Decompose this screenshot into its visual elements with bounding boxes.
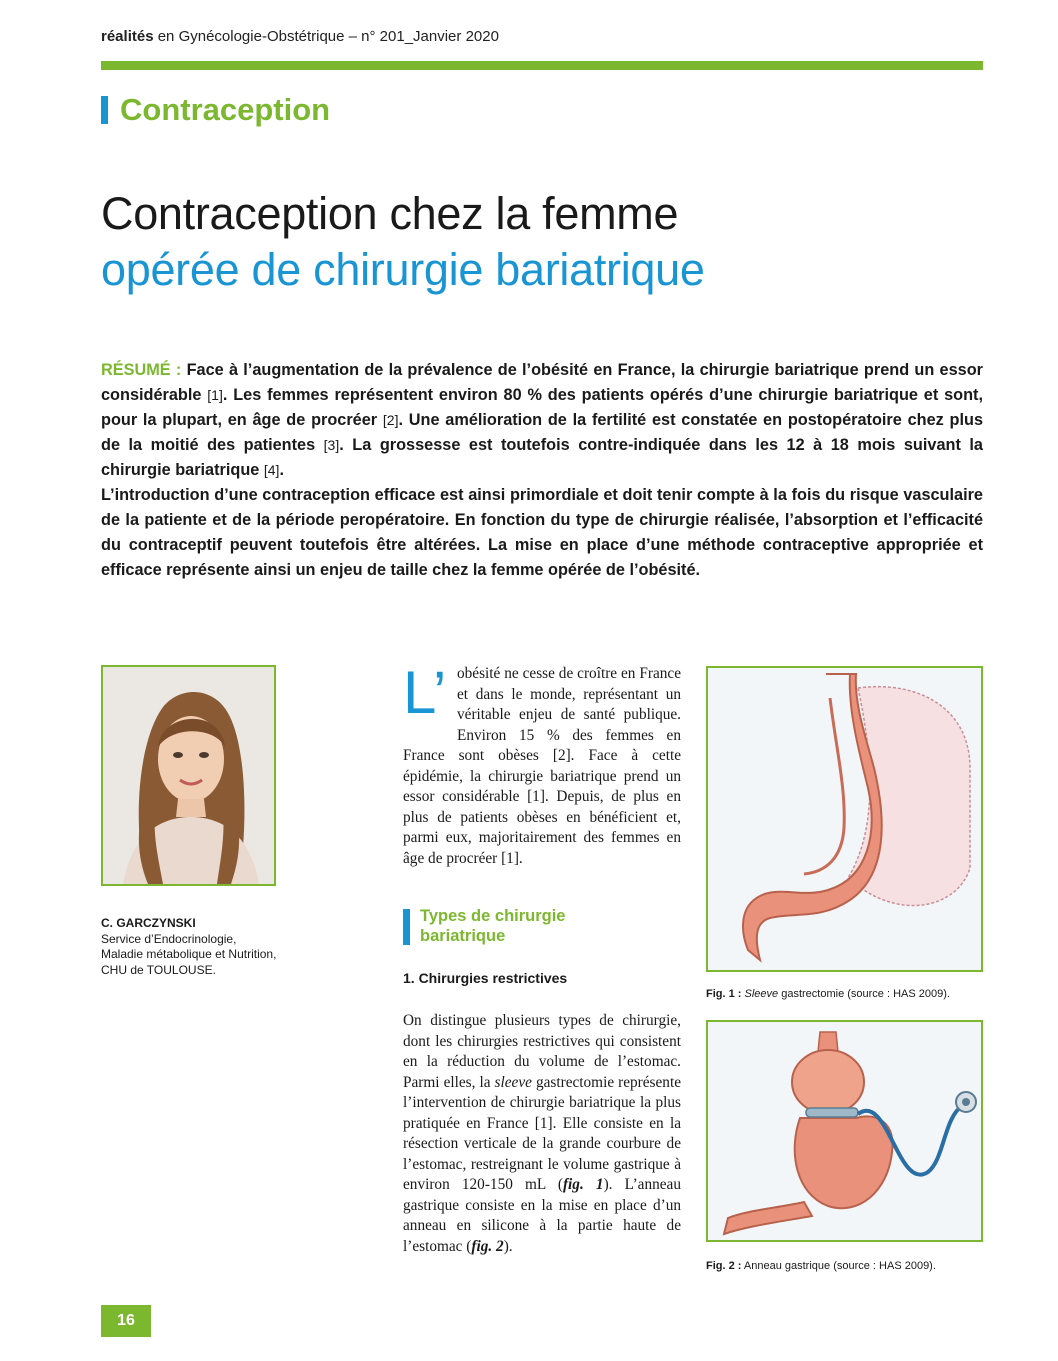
figure-ref-1: fig. 1: [562, 1176, 604, 1193]
figure-2-text: Anneau gastrique (source : HAS 2009).: [741, 1260, 936, 1272]
citation: [3]: [323, 437, 340, 453]
author-info: [101, 916, 276, 978]
figure-2-gastric-band: [706, 1020, 983, 1242]
journal-name: réalités: [101, 28, 154, 45]
issue-info: en Gynécologie-Obstétrique – n° 201_Janvier 2020: [153, 28, 499, 45]
subheading-line1: Types de chirurgie: [420, 907, 566, 925]
article-title-line1: Contraception chez la femme: [101, 188, 679, 239]
header-rule: [101, 61, 983, 70]
body-text: ).: [503, 1237, 513, 1255]
abstract-text: .: [279, 461, 284, 479]
figure-ref-2: fig. 2: [471, 1237, 504, 1255]
abstract-paragraph-1: [101, 358, 983, 483]
section-tag: [101, 92, 330, 128]
sleeve-gastrectomy-illustration: [708, 668, 981, 970]
italic-term: sleeve: [494, 1073, 532, 1091]
abstract-paragraph-2: L’introduction d’une contraception efficace est ainsi primordiale et doit tenir compte à la fois du risque vasculaire de la patiente et de la période peropératoire. En fonction du type de chirurgie réalisée, l’absorption et l’efficacité du contraceptif peuvent toutefois être altérées. La mise en place d’une méthode contraceptive appropriée et efficace représente ainsi un enjeu de taille chez la femme opérée de l’obésité.: [101, 486, 983, 579]
figure-1-italic: Sleeve: [744, 988, 779, 1000]
subheading-line2: bariatrique: [420, 927, 506, 945]
abstract: [101, 358, 983, 583]
figure-1-sleeve: [706, 666, 983, 972]
subheading-marker: [403, 909, 410, 945]
subheading-text: [420, 906, 566, 946]
figure-1-text: gastrectomie (source : HAS 2009).: [778, 988, 950, 1000]
author-name: C. GARCZYNSKI: [101, 916, 196, 930]
page-number: 16: [101, 1305, 151, 1337]
abstract-text: Face à l’augmentation de la prévalence de l’obésité en France, la chirurgie bariatrique prend un essor considérable: [101, 361, 983, 404]
sub-subheading: 1. Chirurgies restrictives: [403, 970, 568, 986]
author-photo: [101, 665, 276, 886]
figure-1-caption: [706, 988, 950, 1000]
author-affiliation-3: CHU de TOULOUSE.: [101, 962, 216, 977]
citation: [1]: [207, 387, 223, 403]
section-label: Contraception: [120, 92, 331, 127]
body-paragraph: [403, 1011, 681, 1257]
intro-paragraph: [403, 659, 681, 869]
section-marker: [101, 96, 108, 124]
article-title-line2: opérée de chirurgie bariatrique: [101, 244, 705, 295]
intro-text: obésité ne cesse de croître en France et dans le monde, représentant un véritable enjeu de santé publique. Environ 15 % des femmes en France sont obèses [2]. Face à cette épidémie, la chirurgie bariatrique prend un essor considérable [1]. Depuis, de plus en plus de patients obèses en bénéficient et, parmi eux, majoritairement des femmes en âge de procréer [1].: [403, 665, 681, 867]
author-affiliation-2: Maladie métabolique et Nutrition,: [101, 947, 277, 961]
body-text: On distingue plusieurs types de chirurgie, dont les chirurgies restrictives qui consistent en la réduction du volume de l’estomac. Parmi elles, la: [403, 1012, 681, 1091]
abstract-keyword: RÉSUMÉ :: [101, 361, 182, 379]
abstract-text: . Une amélioration de la fertilité est constatée en postopératoire chez plus de la moitié des patientes: [101, 411, 983, 454]
abstract-text: . La grossesse est toutefois contre-indiquée dans les 12 à 18 mois suivant la chirurgie bariatrique: [101, 436, 983, 479]
body-text: gastrectomie représente l’intervention de chirurgie bariatrique la plus pratiquée en France [1]. Elle consiste en la résection verticale de la grande courbure de l’estomac, restreignant le volume gastrique à environ 120-150 mL (: [403, 1073, 681, 1193]
drop-cap: L’: [403, 659, 447, 726]
author-affiliation-1: Service d’Endocrinologie,: [101, 931, 237, 946]
figure-1-label: Fig. 1 :: [706, 988, 742, 1000]
subheading: [403, 906, 566, 946]
citation: [4]: [263, 462, 280, 478]
gastric-band-illustration: [708, 1022, 981, 1240]
figure-2-label: Fig. 2 :: [706, 1260, 742, 1272]
body-text: ). L’anneau gastrique consiste en la mise en place d’un anneau en silicone à la partie haute de l’estomac (: [403, 1176, 681, 1255]
running-header: [101, 28, 499, 45]
author-portrait-illustration: [103, 667, 274, 884]
citation: [2]: [382, 412, 399, 428]
abstract-text: . Les femmes représentent environ 80 % des patients opérés d’une chirurgie bariatrique et sont, pour la plupart, en âge de procréer: [101, 386, 983, 429]
figure-2-caption: [706, 1260, 936, 1272]
